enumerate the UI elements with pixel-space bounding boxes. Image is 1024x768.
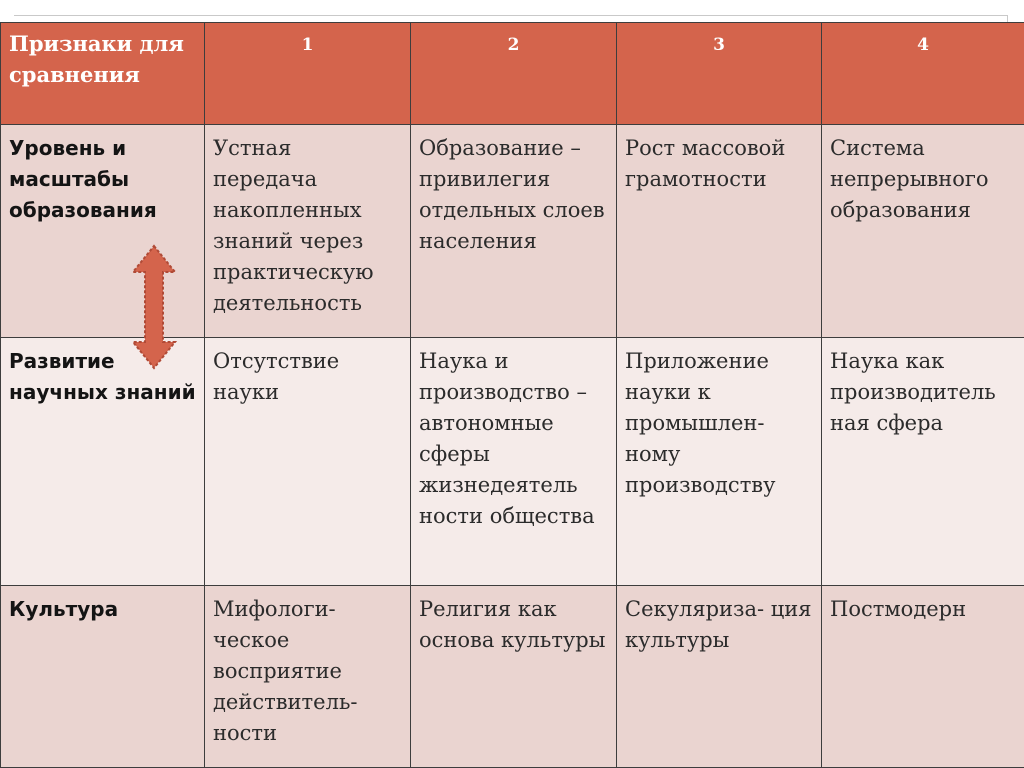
table-cell: Мифологи- ческое восприятие действитель- ности	[205, 586, 411, 768]
column-header-2: 2	[411, 23, 617, 125]
criteria-header: Признаки для сравнения	[1, 23, 205, 125]
row-label: Развитие научных знаний	[1, 338, 205, 586]
table-cell: Система непрерывного образования	[822, 125, 1024, 338]
table-cell: Постмодерн	[822, 586, 1024, 768]
table-cell: Отсутствие науки	[205, 338, 411, 586]
comparison-table	[0, 22, 1024, 768]
table-cell: Рост массовой грамотности	[617, 125, 822, 338]
row-label: Уровень и масштабы образования	[1, 125, 205, 338]
column-header-4: 4	[822, 23, 1024, 125]
table-cell: Наука как производитель ная сфера	[822, 338, 1024, 586]
row-label: Культура	[1, 586, 205, 768]
table-cell: Приложение науки к промышлен- ному производству	[617, 338, 822, 586]
table-cell: Секуляриза- ция культуры	[617, 586, 822, 768]
table-cell: Наука и производство – автономные сферы жизнедеятель ности общества	[411, 338, 617, 586]
table-row	[1, 338, 1024, 586]
table-header-row	[1, 23, 1024, 125]
table-cell: Устная передача накопленных знаний через практическую деятельность	[205, 125, 411, 338]
column-header-3: 3	[617, 23, 822, 125]
table-cell: Религия как основа культуры	[411, 586, 617, 768]
column-header-1: 1	[205, 23, 411, 125]
table-row	[1, 586, 1024, 768]
double-headed-vertical-arrow-icon	[130, 244, 178, 370]
table-cell: Образование – привилегия отдельных слоев населения	[411, 125, 617, 338]
